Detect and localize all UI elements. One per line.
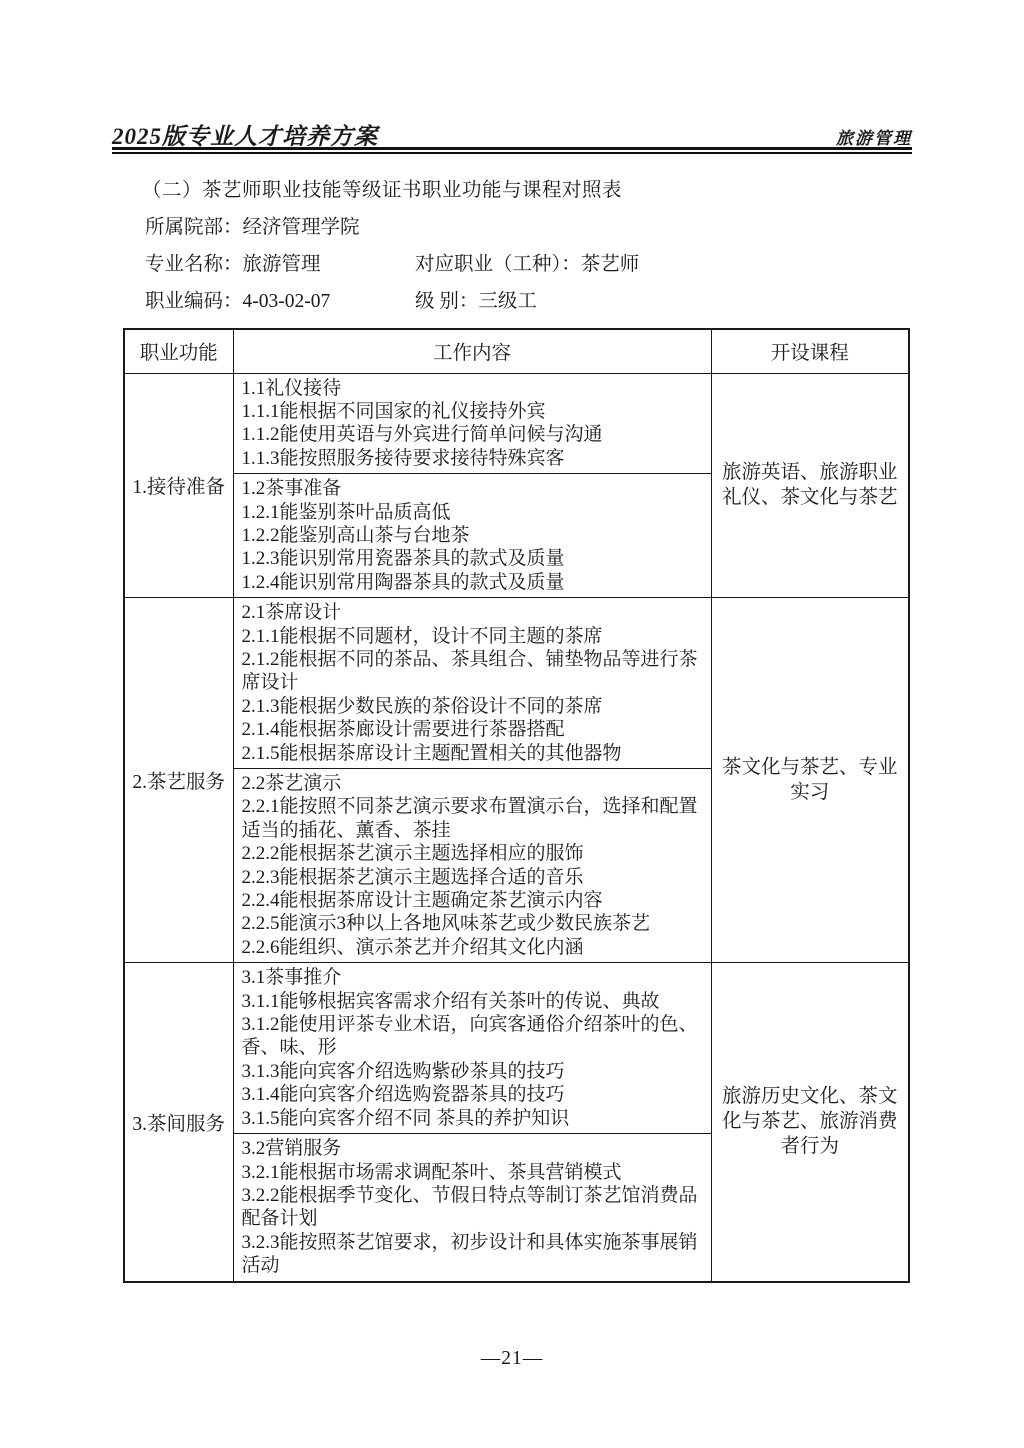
work-item-line: 3.1.5能向宾客介绍不同 茶具的养护知识: [241, 1107, 570, 1129]
col-header-course: 开设课程: [711, 329, 909, 373]
work-cell-1-2: [233, 474, 711, 598]
function-cell-3: 3.茶间服务: [124, 963, 233, 1282]
work-cell-1-1: [233, 373, 711, 474]
work-item-line: 3.2.3能按照茶艺馆要求，初步设计和具体实施茶事展销活动: [241, 1231, 698, 1277]
work-item-line: 2.1.5能根据茶席设计主题配置相关的其他器物: [241, 742, 622, 764]
function-course-table: [123, 328, 910, 1283]
function-cell-1: 1.接待准备: [124, 373, 233, 598]
department-text: 所属院部：经济管理学院: [145, 217, 360, 238]
section-title: （二）茶艺师职业技能等级证书职业功能与课程对照表: [142, 180, 623, 201]
work-item-line: 1.2.3能识别常用瓷器茶具的款式及质量: [241, 548, 565, 570]
work-cell-2-1: [233, 598, 711, 769]
major-text: 专业名称：旅游管理: [145, 254, 321, 275]
work-item-line: 3.1.1能够根据宾客需求介绍有关茶叶的传说、典故: [241, 990, 660, 1012]
course-cell-2: 茶文化与茶艺、专业实习: [711, 598, 909, 963]
work-item-line: 2.2.3能根据茶艺演示主题选择合适的音乐: [241, 866, 584, 888]
work-item-line: 2.1.3能根据少数民族的茶俗设计不同的茶席: [241, 695, 603, 717]
work-item-line: 2.1.4能根据茶廊设计需要进行茶器搭配: [241, 719, 565, 741]
work-item-line: 1.1.2能使用英语与外宾进行简单问候与沟通: [241, 424, 603, 446]
work-item-line: 2.2.2能根据茶艺演示主题选择相应的服饰: [241, 843, 584, 865]
header-left-text: 2025版专业人才培养方案: [112, 124, 378, 149]
level-text: 级 别：三级工: [415, 291, 537, 312]
meta-block: [145, 211, 885, 322]
meta-row-department: [145, 211, 885, 248]
work-item-line: 3.1.2能使用评茶专业术语，向宾客通俗介绍茶叶的色、香、味、形: [241, 1014, 698, 1059]
work-item-line: 1.1.3能按照服务接待要求接待特殊宾客: [241, 447, 565, 469]
page-number: —21—: [480, 1348, 544, 1369]
table-row: [124, 373, 909, 474]
header-right-text: 旅游管理: [836, 129, 912, 148]
work-item-line: 3.1.4能向宾客介绍选购瓷器茶具的技巧: [241, 1084, 565, 1106]
table-header-row: [124, 329, 909, 373]
col-header-function: 职业功能: [124, 329, 233, 373]
course-cell-3: 旅游历史文化、茶文化与茶艺、旅游消费者行为: [711, 963, 909, 1282]
work-item-line: 3.2营销服务: [241, 1138, 342, 1160]
work-item-line: 2.2.5能演示3种以上各地风味茶艺或少数民族茶艺: [241, 913, 651, 935]
meta-row-major: [145, 248, 885, 285]
work-item-line: 1.2.4能识别常用陶器茶具的款式及质量: [241, 571, 565, 593]
work-item-line: 2.2.6能组织、演示茶艺并介绍其文化内涵: [241, 936, 584, 958]
work-item-line: 1.2.2能鉴别高山茶与台地茶: [241, 524, 470, 546]
work-item-line: 3.1茶事推介: [241, 967, 342, 989]
work-item-line: 2.2.4能根据茶席设计主题确定茶艺演示内容: [241, 890, 603, 912]
work-item-line: 3.2.1能根据市场需求调配茶叶、茶具营销模式: [241, 1161, 622, 1183]
work-item-line: 2.1.2能根据不同的茶品、茶具组合、铺垫物品等进行茶席设计: [241, 648, 698, 694]
work-item-line: 2.2.1能按照不同茶艺演示要求布置演示台，选择和配置适当的插花、薰香、茶挂: [241, 796, 698, 841]
work-cell-3-1: [233, 963, 711, 1134]
table-row: [124, 598, 909, 769]
col-header-work: 工作内容: [233, 329, 711, 373]
course-cell-1: 旅游英语、旅游职业礼仪、茶文化与茶艺: [711, 373, 909, 598]
work-item-line: 3.2.2能根据季节变化、节假日特点等制订茶艺馆消费品配备计划: [241, 1184, 698, 1230]
work-item-line: 3.1.3能向宾客介绍选购紫砂茶具的技巧: [241, 1060, 565, 1082]
document-page: [112, 0, 912, 1448]
work-item-line: 1.1礼仪接待: [241, 377, 342, 399]
function-cell-2: 2.茶艺服务: [124, 598, 233, 963]
work-cell-2-2: [233, 769, 711, 963]
work-item-line: 1.1.1能根据不同国家的礼仪接持外宾: [241, 400, 546, 422]
work-item-line: 2.1茶席设计: [241, 602, 342, 624]
header-rule: [112, 147, 912, 154]
meta-row-code: [145, 285, 885, 322]
work-cell-3-2: [233, 1134, 711, 1282]
work-item-line: 2.2茶艺演示: [241, 773, 342, 794]
work-item-line: 1.2.1能鉴别茶叶品质高低: [241, 501, 451, 523]
work-item-line: 1.2茶事准备: [241, 478, 342, 500]
work-item-line: 2.1.1能根据不同题材，设计不同主题的茶席: [241, 625, 603, 647]
occupation-text: 对应职业（工种）：茶艺师: [415, 254, 640, 275]
code-text: 职业编码：4-03-02-07: [145, 291, 331, 312]
table-row: [124, 963, 909, 1134]
